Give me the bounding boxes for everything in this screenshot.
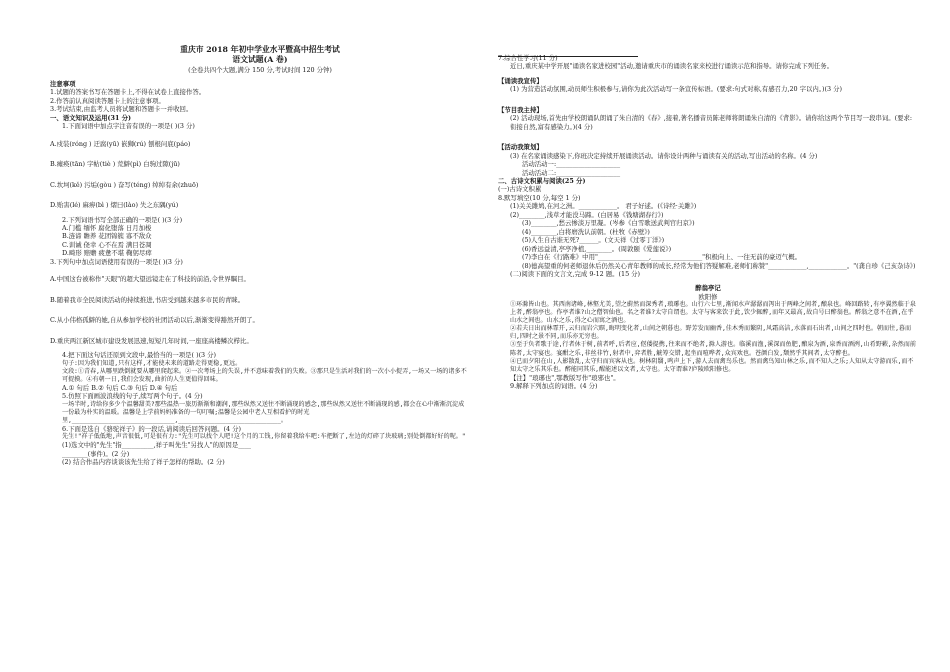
right-line-0: 7.综合性学习(11 分) — [498, 54, 558, 62]
right-line-8: 活动活动一:____________________ — [522, 160, 621, 169]
left-line-18: 3.下列句中加点词语使用有误的一项是( )(3 分) — [50, 257, 183, 266]
left-line-27: 5.仿照下面画波浪线的句子,续写两个句子。(4 分) — [62, 392, 203, 401]
left-line-11: C.坎坷(kě) 污垢(gòu ) 奋写(téng) 绰绰有余(zhuō) — [50, 180, 199, 189]
right-line-11: (一)古诗文积累 — [498, 185, 542, 194]
left-line-25: 文段:①青春,从哪里跌倒就要从哪里爬起来。②一次考场上的失误,并不意味着我们的失败。③那只是生活对我们的一次小小捉弄,一场又一场的诸多不可捉摸。④有朝一日,我们会发现,曲折的人生更值得回味。 — [62, 367, 467, 383]
right-line-10: 二、古诗文积累与阅读(25 分) — [498, 176, 586, 185]
right-line-3: (1) 为营造活动氛围,动员师生积极参与,请你为此次活动写一条宣传标语。(要求:句式对称,有感召力,20 字以内。)(3 分) — [510, 85, 842, 94]
right-line-4: 【节目我主持】 — [498, 105, 543, 114]
right-line-27: ④已而夕阳在山,人影散乱,太守归而宾客从也。树林阴翳,鸣声上下,游人去而禽鸟乐也。然而禽鸟知山林之乐,而不知人之乐;人知从太守游而乐,而不知太守之乐其乐也。醉能同其乐,醒能述以文者,太守也。太守谓谁?庐陵欧阳修也。 — [510, 357, 914, 373]
right-line-1: 近日,重庆某中学开展"诵读名家进校园"活动,邀请重庆市的诵读名家来校进行诵读示范和指导。请你完成下列任务。 — [510, 62, 834, 71]
right-line-7: (3) 在名家诵读感染下,你班决定持续开展诵读活动。请你设计两种与诵读有关的活动,写出活动的名称。(4 分) — [510, 151, 818, 160]
left-line-7: 一、语文知识及运用(31 分) — [50, 113, 132, 122]
right-line-16: (4)________,白将磨洗认前朝。(杜牧《赤壁》) — [522, 227, 650, 236]
left-line-23: 4.把下面这句话还原到文段中,最恰当的一项是( )(3 分) — [62, 351, 217, 360]
right-line-5: (2) 活动现场,首先由学校朗诵队朗诵了朱自清的《春》,接着,著名播音员陈老师将朗诵朱自清的《背影》。请你给这两个节目写一段串词。(要求:衔接自然,富有感染力。)(4 分) — [510, 114, 913, 131]
left-line-28: 一场半时,诗给你多少个温馨甜美?那些温热一旅历渐渐和潮润,那些纵然又送往不断涌现的感念,那些纵然又送往不断涌现的感,都会在心中渐渐沉淀成一份最为朴实的温暖。温馨是上学前妈妈准备的一句叮嘱;温馨是公园中老人互相看护的时光里,____________________________,____________________________。 — [62, 400, 465, 424]
right-line-28: 【注】"琅琊也",鄂教版写作"琅邪也"。 — [510, 373, 620, 382]
left-line-10: B.瘫痪(tān) 字帖(tiè ) 荒僻(pì) 白驹过隙(jū) — [50, 160, 180, 169]
left-line-19: A.中国这台被称作"天眼"的超大望远镜走在了科技的前沿,令世界瞩目。 — [50, 275, 250, 284]
left-line-22: D.重庆两江新区城市建设发展迅速,短短几年时间,一座座高楼鳞次栉比。 — [50, 336, 253, 345]
right-line-18: (6)香远益清,亭亭净植,________。(周敦颐《爱莲说》) — [522, 244, 672, 253]
right-line-23: 欧阳修 — [698, 292, 718, 301]
right-line-2: 【诵读我宣传】 — [498, 76, 543, 85]
left-line-0: 重庆市 2018 年初中学业水平暨高中招生考试 — [180, 45, 340, 54]
left-column — [50, 0, 470, 672]
right-line-12: 8.默写填空(10 分,每空 1 分) — [498, 193, 581, 202]
left-line-8: 1.下面词语中加点字注音有误的一项是( )(3 分) — [62, 122, 195, 131]
left-line-12: D.贻害(lé) 麻痹(bì ) 熠曰(lào) 失之东隅(yú) — [50, 201, 179, 210]
left-line-6: 3.考试结束,由监考人员将试题和答题卡一并收回。 — [50, 105, 193, 114]
right-line-17: (5)人生自古谁无死?______。(文天祥《过零丁洋》) — [522, 236, 665, 245]
right-line-14: (2)________,浅草才能没马蹄。(白居易《钱塘湖春行》) — [510, 210, 664, 219]
left-line-17: D.畸形 赔赡 疲惫不堪 鞠躬尽瘁 — [62, 249, 152, 258]
left-line-15: B.涟谛 瞻养 花团锦簇 寡不敌众 — [62, 232, 152, 241]
left-line-5: 2.作答前认真阅读答题卡上的注意事项。 — [50, 96, 165, 105]
left-line-1: 语文试题(A 卷) — [232, 55, 288, 65]
left-line-24: 句子:因为我们知道,只有这样,才能使未来的道路走得更稳,更远。 — [62, 359, 242, 367]
right-line-13: (1)关关雎鸠,在河之洲。____________。 君子好逑。(《诗经·关雎》) — [510, 202, 697, 211]
right-line-24: ①环滁皆山也。其西南诸峰,林壑尤美,望之蔚然而深秀者,琅琊也。山行六七里,渐闻水声潺潺而泻出于两峰之间者,酿泉也。峰回路转,有亭翼然临于泉上者,醉翁亭也。作亭者谁?山之僧智仙也。名之者谁?太守自谓也。太守与客来饮于此,饮少辄醉,而年又最高,故自号曰醉翁也。醉翁之意不在酒,在乎山水之间也。山水之乐,得之心而寓之酒也。 — [510, 301, 916, 325]
right-line-20: (8)德高望重的何老师退休后仍然关心青年教师的成长,经常为他们答疑解难,老师们称赞"____________,____________。"(龚自珍《己亥杂诗》) — [522, 261, 916, 270]
right-line-22: 醉翁亭记 — [695, 284, 721, 293]
right-line-29: 9.解释下列加点的词语。(4 分) — [510, 382, 598, 391]
right-line-6: 【活动我策划】 — [498, 143, 543, 152]
left-line-33: (2) 结合作品内容谈谈该先生给了祥子怎样的帮助。(2 分) — [62, 458, 225, 467]
left-line-3: 注意事项 — [50, 80, 76, 89]
left-line-2: (全卷共四个大题,满分 150 分,考试时间 120 分钟) — [188, 65, 332, 74]
left-line-29: 6.下面是选自《骆驼祥子》的一段话,请阅读后回答问题。(4 分) — [62, 424, 241, 433]
left-line-4: 1.试题的答案书写在答题卡上,不得在试卷上直接作答。 — [50, 88, 206, 97]
right-line-26: ③至于负者歌于途,行者休于树,前者呼,后者应,伛偻提携,往来而不绝者,滁人游也。临溪而渔,溪深而鱼肥,酿泉为酒,泉香而酒洌,山肴野蔌,杂然而前陈者,太守宴也。宴酣之乐,非丝非竹,射者中,弈者胜,觥筹交错,起坐而喧哗者,众宾欢也。苍颜白发,颓然乎其间者,太守醉也。 — [510, 341, 916, 357]
left-line-31: (1)选文中的"先生"指__________,祥子叫先生"另找人"的原因是____ — [62, 441, 251, 450]
left-line-9: A.戍装(róng ) 迂腐(yū) 嵌狮(rú) 刨根问底(páo) — [50, 139, 191, 148]
right-line-25: ②若夫日出而林霏开,云归而岩穴暝,晦明变化者,山间之朝暮也。野芳发而幽香,佳木秀而繁阴,风霜高洁,水落而石出者,山间之四时也。朝而往,暮而归,四时之景不同,而乐亦无穷也。 — [510, 325, 912, 341]
right-column — [498, 0, 918, 672]
right-line-9: 活动活动二:____________________ — [522, 168, 621, 177]
right-line-15: (3)________,愁云惨淡万里凝。(岑参《白雪歌送武判官归京》) — [522, 219, 695, 228]
right-line-19: (7)李白在《行路难》中用"________________,________________"积极向上、一往无前的豪迈气概。 — [522, 253, 801, 262]
right-line-21: (二)阅读下面的文言文,完成 9-12 题。(15 分) — [510, 269, 641, 278]
left-line-26: A.① 句后 B.② 句后 C.③ 句后 D.④ 句后 — [62, 383, 178, 392]
left-line-14: A.门槛 缅怀 腐化堕落 日月加梭 — [62, 224, 152, 232]
left-line-13: 2.下列词语书写全部正确的一项是( )(3 分) — [62, 215, 183, 224]
left-line-32: ________(事件)。(2 分) — [62, 449, 130, 458]
left-line-21: C.从小伟格孤僻的她,自从参加学校的社团活动以后,渐渐变得豁然开朗了。 — [50, 316, 259, 325]
left-line-16: C.训诫 侥幸 心不在焉 满目苍凋 — [62, 240, 152, 249]
left-line-20: B.随着我市全民阅读活动的持续推进,书店受到越来越多市民的青睐。 — [50, 295, 245, 304]
left-line-30: 先生!"祥子低低地,声音很低,可是很有力:"先生可以找个人吧!这个月的工钱,你留着我给车吧:车把断了,左边的灯碎了块玻璃;别处倒都好好的呢。" — [62, 433, 466, 441]
